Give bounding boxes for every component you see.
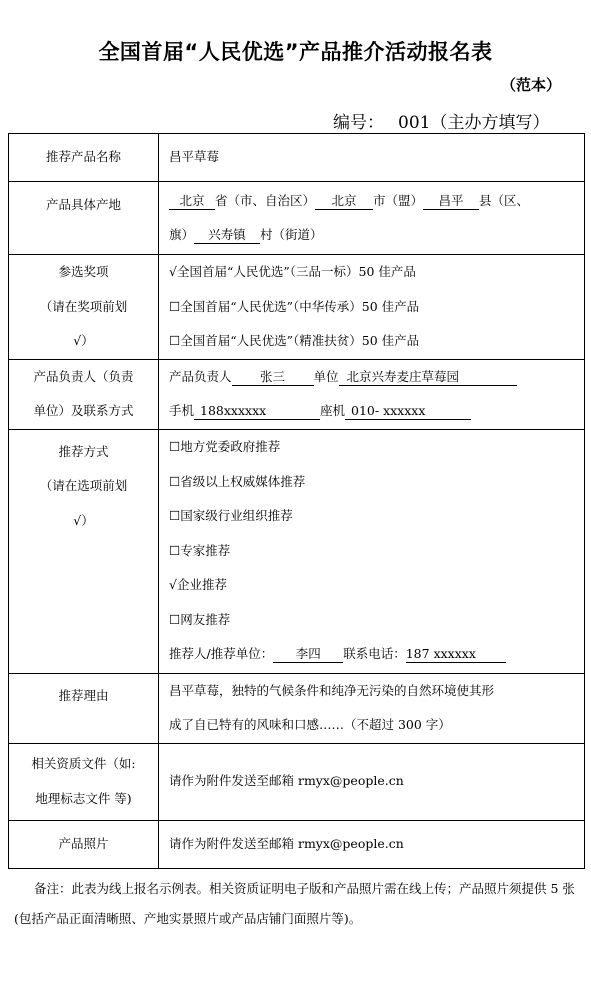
award-options <box>159 255 585 360</box>
method-label-line1: 推荐方式 <box>58 443 109 459</box>
award-option[interactable] <box>169 290 578 325</box>
docs-label-line1: 相关资质文件（如: <box>31 756 136 771</box>
row-product-name <box>9 134 585 182</box>
method-option[interactable] <box>169 499 578 534</box>
reason-line1: 昌平草莓，独特的气候条件和纯净无污染的自然环境使其形 <box>169 682 495 698</box>
product-name-label: 推荐产品名称 <box>9 134 159 182</box>
method-option-text: 网友推荐 <box>180 611 231 627</box>
origin-value <box>159 182 585 255</box>
checkbox-icon: ☐ <box>169 298 181 314</box>
award-label-line3: √） <box>73 333 94 348</box>
owner-landline-label: 座机 <box>320 403 346 418</box>
origin-county: 昌平 <box>423 191 479 210</box>
origin-county-suffix: 县（区、 <box>479 192 530 208</box>
method-options <box>159 429 585 673</box>
origin-label: 产品具体产地 <box>9 182 159 255</box>
method-option-text: 专家推荐 <box>180 542 231 558</box>
recommender-tel-label: 联系电话： <box>343 646 406 662</box>
form-title: 全国首届“人民优选”产品推介活动报名表 <box>98 40 493 64</box>
checkbox-icon: ☐ <box>169 333 181 348</box>
row-origin <box>9 182 585 255</box>
serial-value: 001（主办方填写） <box>384 108 551 134</box>
owner-landline: 010- xxxxxx <box>345 401 471 420</box>
checkbox-icon: ☐ <box>169 542 181 558</box>
owner-unit-label: 单位 <box>313 368 339 384</box>
checkbox-icon: ☐ <box>169 473 181 489</box>
award-option[interactable] <box>169 255 578 290</box>
method-label-line2: （请在选项前划 <box>39 478 128 493</box>
owner-person-label: 产品负责人 <box>169 368 232 384</box>
method-option-text: 企业推荐 <box>176 577 227 593</box>
method-label-line3: √） <box>73 512 94 528</box>
row-photo <box>9 820 585 868</box>
owner-label-line1: 产品负责人（负责 <box>33 368 134 384</box>
checkbox-icon: ☐ <box>169 611 181 627</box>
product-name-value: 昌平草莓 <box>159 134 585 182</box>
owner-person: 张三 <box>232 367 314 386</box>
award-option-text: 全国首届“人民优选”（三品一标）50 佳产品 <box>176 264 416 279</box>
checkmark-icon: √ <box>169 577 177 593</box>
award-label-line2: （请在奖项前划 <box>39 298 128 314</box>
method-option[interactable] <box>169 430 578 465</box>
row-owner <box>9 359 585 429</box>
checkbox-icon: ☐ <box>169 508 181 524</box>
checkmark-icon: √ <box>169 264 177 279</box>
origin-city: 北京 <box>315 191 373 210</box>
award-option-text: 全国首届“人民优选”（中华传承）50 佳产品 <box>180 298 420 314</box>
origin-city-suffix: 市（盟） <box>373 192 424 208</box>
owner-unit: 北京兴寿麦庄草莓园 <box>339 367 517 386</box>
origin-province-suffix: 省（市、自治区） <box>215 192 316 208</box>
method-option[interactable] <box>169 603 578 638</box>
award-label-line1: 参选奖项 <box>58 264 109 279</box>
award-label <box>9 255 159 360</box>
docs-label-line2: 地理标志文件 等) <box>35 790 132 806</box>
owner-value <box>159 359 585 429</box>
row-reason <box>9 673 585 743</box>
recommender-label: 推荐人/推荐单位： <box>169 646 274 662</box>
owner-phone: 188xxxxxx <box>194 401 320 420</box>
owner-label <box>9 359 159 429</box>
reason-value <box>159 673 585 743</box>
row-docs <box>9 743 585 820</box>
photo-value: 请作为附件发送至邮箱 rmyx@people.cn <box>159 820 585 868</box>
registration-table <box>8 133 585 869</box>
docs-label <box>9 743 159 820</box>
footnote: 备注：此表为线上报名示例表。相关资质证明电子版和产品照片需在线上传；产品照片须提供 5 张(包括产品正面清晰照、产地实景照片或产品店铺门面照片等)。 <box>14 881 575 926</box>
photo-label: 产品照片 <box>9 820 159 868</box>
method-option-text: 省级以上权威媒体推荐 <box>180 473 306 489</box>
award-option[interactable] <box>169 324 578 359</box>
row-method <box>9 429 585 673</box>
docs-value: 请作为附件发送至邮箱 rmyx@people.cn <box>159 743 585 820</box>
checkbox-icon: ☐ <box>169 439 181 455</box>
method-label <box>9 429 159 673</box>
method-option[interactable] <box>169 534 578 569</box>
row-award <box>9 255 585 360</box>
origin-town-suffix: 村（街道） <box>260 227 323 242</box>
reason-line2: 成了自已特有的风味和口感……（不超过 300 字） <box>169 717 451 732</box>
sample-label: （范本） <box>500 76 561 94</box>
award-option-text: 全国首届“人民优选”（精准扶贫）50 佳产品 <box>180 333 420 348</box>
method-option[interactable] <box>169 568 578 603</box>
method-option-text: 地方党委政府推荐 <box>180 439 281 455</box>
owner-phone-label: 手机 <box>169 403 195 418</box>
serial-number <box>333 108 551 134</box>
method-option-text: 国家级行业组织推荐 <box>180 508 293 524</box>
method-option[interactable] <box>169 465 578 500</box>
recommender-value: 李四 <box>273 644 343 663</box>
owner-label-line2: 单位）及联系方式 <box>33 403 134 418</box>
origin-county-suffix2: 旗） <box>169 227 195 242</box>
reason-label: 推荐理由 <box>9 673 159 743</box>
origin-town: 兴寿镇 <box>194 225 260 244</box>
origin-province: 北京 <box>169 191 215 210</box>
recommender-tel: 187 xxxxxx <box>406 644 506 663</box>
serial-label: 编号： <box>333 113 384 133</box>
